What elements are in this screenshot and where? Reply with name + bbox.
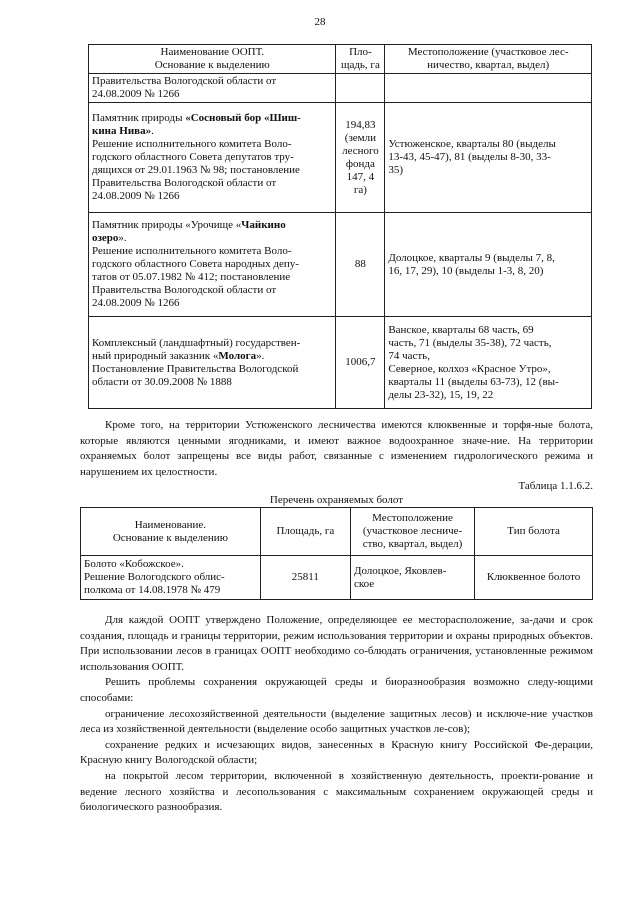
paragraph: Для каждой ООПТ утверждено Положение, определяющее ее месторасположение, за-дачи и срок создания, площадь и границы территории, режим использования территории и охраны природных объектов. При использовании лесов в границах ООПТ необходимо со-блюдать ограничения, установленные режимом использования ООПТ.: [80, 614, 593, 673]
cell-location: Ванское, кварталы 68 часть, 69 часть, 71 (выделы 35-38), 72 часть, 74 часть, Северное, колхоз «Красное Утро», кварталы 11 (выделы 63-73), 12 (вы- делы 23-32), 15, 19, 22: [385, 317, 592, 409]
cell-name: Правительства Вологодской области от 24.08.2009 № 1266: [89, 74, 336, 103]
cell-area: 194,83 (земли лесного фонда 147, 4 га): [336, 103, 385, 213]
paragraph-bogs: Кроме того, на территории Устюженского лесничества имеются клюквенные и торфя-ные болота, которые являются ценными ягодниками, и имеют важное водоохранное значе-ние. На территории охраняемых болот запрещены все виды работ, связанные с изменением гидрологического режима и нарушением их целостности.: [80, 419, 593, 478]
header-location: Местоположение (участковое лесниче- ство, квартал, выдел): [350, 508, 474, 556]
name-bold: «Сосновый бор «Шиш- кина Нива»: [92, 112, 301, 137]
name-suffix: ». Постановление Правительства Вологодской области от 30.09.2008 № 1888: [92, 349, 299, 388]
cell-name: [89, 213, 336, 317]
cell-area: 25811: [260, 556, 350, 600]
name-suffix: ». Решение исполнительного комитета Воло- годского областного Совета народных депу- татов от 05.07.1982 № 412; постановление Правительства Вологодской области от 24.08.2009 № 1266: [92, 232, 299, 309]
table-row: [89, 74, 592, 103]
header-name: Наименование ООПТ. Основание к выделению: [89, 45, 336, 74]
paragraph: сохранение редких и исчезающих видов, занесенных в Красную книгу Российской Фе-дерации, Красную книгу Вологодской области;: [80, 738, 593, 767]
paragraph: Решить проблемы сохранения окружающей среды и биоразнообразия возможно следу-ющими способами:: [80, 676, 593, 704]
cell-area: [336, 74, 385, 103]
table-row: [89, 103, 592, 213]
table-label: Таблица 1.1.6.2.: [518, 480, 593, 492]
page-number: 28: [314, 16, 326, 28]
cell-name: [89, 103, 336, 213]
header-location: Местоположение (участковое лес- ничество, квартал, выдел): [385, 45, 592, 74]
cell-type: Клюквенное болото: [475, 556, 593, 600]
paragraph: на покрытой лесом территории, включенной в хозяйственную деятельность, проекти-рование и ведение лесного хозяйства и лесопользования с максимальным сохранением окружающей среды и биологического разнообразия.: [80, 769, 593, 814]
header-area: Пло- щадь, га: [336, 45, 385, 74]
cell-location: Долоцкое, Яковлев- ское: [350, 556, 474, 600]
table-row: [89, 213, 592, 317]
cell-location: Долоцкое, кварталы 9 (выделы 7, 8, 16, 17, 29), 10 (выделы 1-3, 8, 20): [385, 213, 592, 317]
closing-text: [80, 613, 593, 816]
bogs-table: [80, 507, 593, 600]
name-bold: Чайкино озеро: [92, 219, 286, 244]
name-prefix: Памятник природы «Урочище «: [92, 219, 242, 231]
cell-location: Устюженское, кварталы 80 (выделы 13-43, 45-47), 81 (выделы 8-30, 33- 35): [385, 103, 592, 213]
cell-area: 88: [336, 213, 385, 317]
name-suffix: . Решение исполнительного комитета Воло- годского областного Совета депутатов тру- дящихся от 29.01.1963 № 98; постановление Правительства Вологодской области от 24.08.2009 № 1266: [92, 125, 300, 202]
table-header-row: [89, 45, 592, 74]
name-prefix: Комплексный (ландшафтный) государствен- ный природный заказник «: [92, 336, 301, 362]
table-row: [81, 556, 593, 600]
cell-area: 1006,7: [336, 317, 385, 409]
table-row: [89, 317, 592, 409]
cell-location: [385, 74, 592, 103]
header-type: Тип болота: [475, 508, 593, 556]
name-prefix: Памятник природы: [92, 112, 186, 124]
cell-name: Болото «Кобожское». Решение Вологодского облис- полкома от 14.08.1978 № 479: [81, 556, 261, 600]
header-area: Площадь, га: [260, 508, 350, 556]
paragraph: ограничение лесохозяйственной деятельности (выделение защитных лесов) и исключе-ние участков леса из хозяйственной деятельности (выделение особо защитных участков ле-сов);: [80, 707, 593, 736]
cell-name: [89, 317, 336, 409]
oopt-table: [88, 44, 592, 409]
table-caption: Перечень охраняемых болот: [269, 494, 404, 506]
header-name: Наименование. Основание к выделению: [81, 508, 261, 556]
table-header-row: [81, 508, 593, 556]
name-bold: Молога: [218, 349, 257, 362]
